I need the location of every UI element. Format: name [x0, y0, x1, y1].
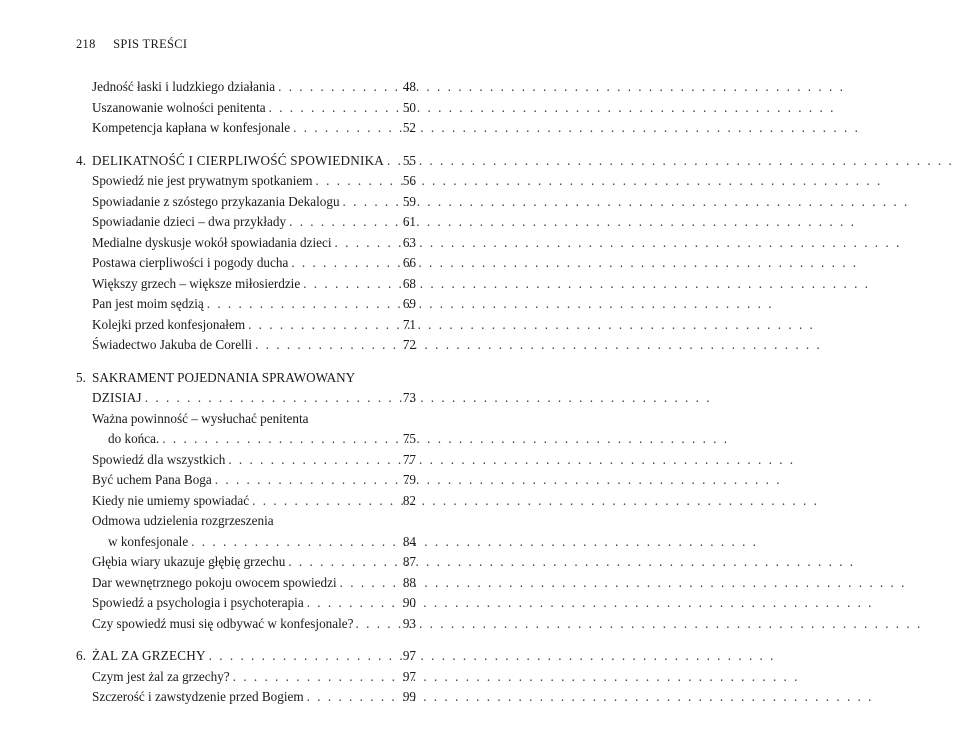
toc-entry: Postawa cierpliwości i pogody ducha . . . 66 — [76, 253, 416, 274]
dot-leader — [307, 687, 396, 708]
toc-entry: Świadectwo Jakuba de Corelli . . . 72 — [76, 335, 416, 356]
chapter-heading-4: 4. DELIKATNOŚĆ I CIERPLIWOŚĆ SPOWIEDNIKA . . . 55 — [76, 151, 416, 172]
chapter-heading-5: 5. SAKRAMENT POJEDNANIA SPRAWOWANY — [76, 369, 356, 385]
dot-leader — [356, 614, 399, 635]
dot-leader — [145, 388, 396, 409]
toc-entry: Ważna powinność – wysłuchać penitenta — [92, 410, 309, 426]
dot-leader — [307, 593, 396, 614]
dot-leader — [343, 192, 396, 213]
toc-entry: Uszanowanie wolności penitenta . . . 50 — [76, 98, 416, 119]
dot-leader — [248, 315, 396, 336]
dot-leader — [289, 212, 396, 233]
table-of-contents — [76, 77, 416, 708]
dot-leader — [233, 667, 396, 688]
running-header — [76, 37, 187, 52]
toc-entry: Odmowa udzielenia rozgrzeszenia — [92, 513, 274, 528]
dot-leader — [209, 646, 396, 667]
toc-entry: Spowiadanie z szóstego przykazania Dekalogu . . . 59 — [76, 192, 416, 213]
dot-leader — [269, 98, 396, 119]
dot-leader — [228, 450, 396, 471]
chapter-heading-6: 6. ŻAL ZA GRZECHY . . . 97 — [76, 646, 416, 667]
toc-entry: Medialne dyskusje wokół spowiadania dzieci . . . 63 — [76, 233, 416, 254]
toc-entry: Kompetencja kapłana w konfesjonale . . . 52 — [76, 118, 416, 139]
toc-entry: Spowiedź dla wszystkich . . . 77 — [76, 450, 416, 471]
dot-leader — [335, 233, 396, 254]
toc-entry-cont: do końca. . . . 75 — [76, 429, 416, 450]
dot-leader — [278, 77, 396, 98]
dot-leader — [387, 151, 396, 172]
chapter-heading-5-cont: DZISIAJ . . . 73 — [76, 388, 416, 409]
dot-leader — [288, 552, 396, 573]
toc-entry: Szczerość i zawstydzenie przed Bogiem . . . 99 — [76, 687, 416, 708]
dot-leader — [316, 171, 397, 192]
dot-leader — [255, 335, 396, 356]
toc-entry: Spowiedź nie jest prywatnym spotkaniem . . . 56 — [76, 171, 416, 192]
toc-entry: Spowiedź a psychologia i psychoterapia . . . 90 — [76, 593, 416, 614]
page-number: 218 — [76, 37, 96, 51]
dot-leader — [252, 491, 396, 512]
toc-entry: Jedność łaski i ludzkiego działania . . . 48 — [76, 77, 416, 98]
toc-entry: Kiedy nie umiemy spowiadać . . . 82 — [76, 491, 416, 512]
running-title: SPIS TREŚCI — [113, 37, 188, 51]
dot-leader — [340, 573, 396, 594]
toc-entry: Pan jest moim sędzią . . . 69 — [76, 294, 416, 315]
toc-entry: Być uchem Pana Boga . . . 79 — [76, 470, 416, 491]
toc-entry: Kolejki przed konfesjonałem . . . 71 — [76, 315, 416, 336]
dot-leader — [215, 470, 396, 491]
toc-entry: Czy spowiedź musi się odbywać w konfesjonale? . . . 93 — [76, 614, 416, 635]
dot-leader — [303, 274, 396, 295]
toc-entry: Spowiadanie dzieci – dwa przykłady . . . 61 — [76, 212, 416, 233]
dot-leader — [162, 429, 396, 450]
dot-leader — [291, 253, 396, 274]
toc-entry: Głębia wiary ukazuje głębię grzechu . . . 87 — [76, 552, 416, 573]
toc-entry: Dar wewnętrznego pokoju owocem spowiedzi . . . 88 — [76, 573, 416, 594]
dot-leader — [293, 118, 396, 139]
toc-entry-cont: w konfesjonale . . . 84 — [76, 532, 416, 553]
dot-leader — [207, 294, 396, 315]
dot-leader — [191, 532, 396, 553]
toc-entry: Większy grzech – większe miłosierdzie . . . 68 — [76, 274, 416, 295]
toc-entry: Czym jest żal za grzechy? . . . 97 — [76, 667, 416, 688]
